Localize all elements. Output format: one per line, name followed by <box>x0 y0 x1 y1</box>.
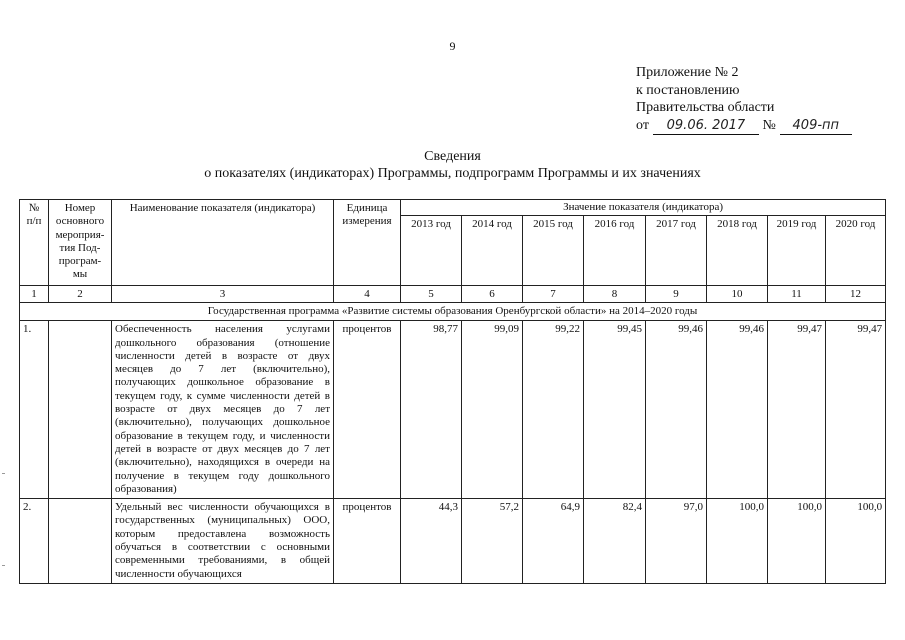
column-number: 1 <box>20 286 49 303</box>
row-value: 99,47 <box>826 321 886 499</box>
header-year: 2020 год <box>826 216 886 286</box>
row-event-number <box>49 321 112 499</box>
number-label: № <box>762 117 776 133</box>
row-value: 100,0 <box>707 499 768 584</box>
header-indicator-name: Наименование показателя (индикатора) <box>112 200 334 286</box>
scan-margin-mark <box>2 565 5 566</box>
row-value: 99,22 <box>523 321 584 499</box>
column-number: 9 <box>646 286 707 303</box>
column-number: 7 <box>523 286 584 303</box>
row-value: 99,47 <box>768 321 826 499</box>
row-value: 99,46 <box>646 321 707 499</box>
column-number: 5 <box>401 286 462 303</box>
header-row <box>20 200 886 216</box>
row-indicator-name: Удельный вес численности обучающихся в государственных (муниципальных) ООО, которым предоставлена возможность обучаться в соответствии с основными современными требованиями, в общей численности обучающихся <box>112 499 334 584</box>
title-line-1: Сведения <box>424 149 481 164</box>
scan-margin-mark <box>2 473 5 474</box>
header-year: 2019 год <box>768 216 826 286</box>
header-year: 2018 год <box>707 216 768 286</box>
appendix-line-4 <box>636 117 852 136</box>
column-number: 3 <box>112 286 334 303</box>
header-year: 2013 год <box>401 216 462 286</box>
column-number: 12 <box>826 286 886 303</box>
column-numbers-row <box>20 286 886 303</box>
program-title: Государственная программа «Развитие системы образования Оренбургской области» на 2014–2020 годы <box>20 303 886 321</box>
row-value: 100,0 <box>826 499 886 584</box>
header-year: 2014 год <box>462 216 523 286</box>
column-number: 2 <box>49 286 112 303</box>
column-number: 4 <box>334 286 401 303</box>
row-unit: процентов <box>334 321 401 499</box>
decree-date: 09.06. 2017 <box>653 117 759 136</box>
column-number: 8 <box>584 286 646 303</box>
decree-number: 409-пп <box>780 117 852 136</box>
appendix-block <box>636 64 852 135</box>
row-value: 99,09 <box>462 321 523 499</box>
row-value: 100,0 <box>768 499 826 584</box>
header-year: 2016 год <box>584 216 646 286</box>
row-value: 64,9 <box>523 499 584 584</box>
header-event-number: Номер основного мероприя-тия Под-програм-мы <box>49 200 112 286</box>
document-title <box>0 148 905 182</box>
page-number: 9 <box>449 39 456 53</box>
row-value: 82,4 <box>584 499 646 584</box>
column-number: 11 <box>768 286 826 303</box>
header-unit: Единица измерения <box>334 200 401 286</box>
row-value: 44,3 <box>401 499 462 584</box>
row-value: 99,46 <box>707 321 768 499</box>
header-num: № п/п <box>20 200 49 286</box>
row-value: 99,45 <box>584 321 646 499</box>
indicators-table <box>19 199 886 584</box>
title-line-2: о показателях (индикаторах) Программы, подпрограмм Программы и их значениях <box>204 166 701 181</box>
row-unit: процентов <box>334 499 401 584</box>
appendix-line-2: к постановлению <box>636 82 740 98</box>
appendix-line-1: Приложение № 2 <box>636 65 739 80</box>
row-value: 57,2 <box>462 499 523 584</box>
column-number: 6 <box>462 286 523 303</box>
header-values-group: Значение показателя (индикатора) <box>401 200 886 216</box>
row-indicator-name: Обеспеченность населения услугами дошкольного образования (отношение численности детей в возрасте от двух месяцев до 7 лет (включительно), получающих дошкольное образование в текущем году, к сумме численности детей в возрасте от двух месяцев до 7 лет (включительно), получающих дошкольное образование в текущем году, и численности детей в возрасте от двух месяцев до 7 лет (включительно), находящихся в очереди на получение в текущем году дошкольного образования) <box>112 321 334 499</box>
row-event-number <box>49 499 112 584</box>
header-year: 2017 год <box>646 216 707 286</box>
appendix-line-3: Правительства области <box>636 100 775 115</box>
from-label: от <box>636 117 649 133</box>
row-value: 98,77 <box>401 321 462 499</box>
program-title-row <box>20 303 886 321</box>
row-num: 1. <box>20 321 49 499</box>
column-number: 10 <box>707 286 768 303</box>
header-year: 2015 год <box>523 216 584 286</box>
row-value: 97,0 <box>646 499 707 584</box>
table-row <box>20 321 886 499</box>
row-num: 2. <box>20 499 49 584</box>
table-row <box>20 499 886 584</box>
